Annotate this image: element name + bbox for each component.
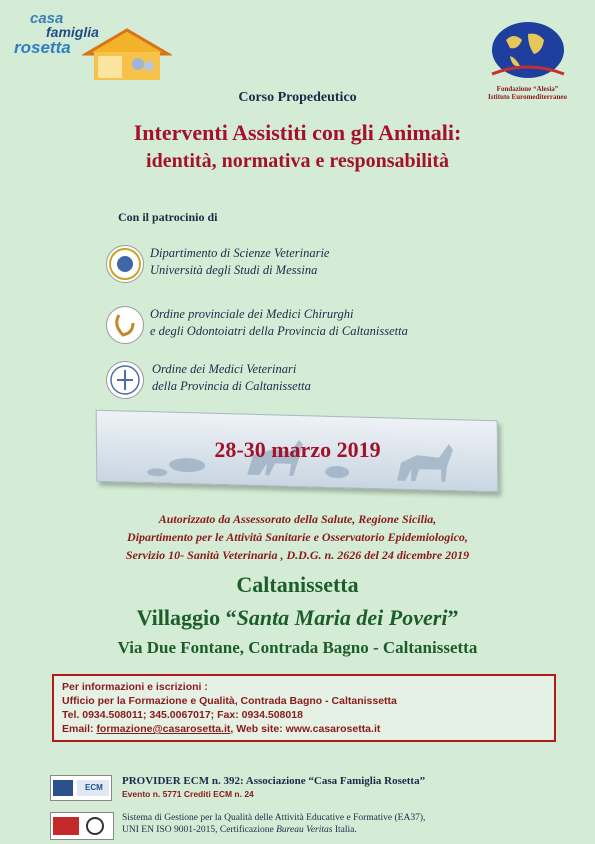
institution-line: Ordine dei Medici Veterinari (152, 362, 297, 376)
quality-line-1: Sistema di Gestione per la Qualità delle Attività Educative e Formative (EA37), (122, 813, 426, 823)
institution-medici-chirurghi (106, 306, 526, 350)
house-icon (82, 28, 172, 80)
venue-suffix: ” (447, 605, 459, 630)
info-contacts (62, 722, 546, 736)
info-box (52, 674, 556, 742)
institution-line: Dipartimento di Scienze Veterinarie (150, 246, 330, 260)
authorization-line: Servizio 10- Sanità Veterinaria , D.D.G. n. 2626 del 24 dicembre 2019 (125, 548, 470, 562)
email-label: Email: (62, 723, 97, 735)
patronage-heading: Con il patrocinio di (118, 210, 218, 224)
logo-caption-2: Istituto Euromediterraneo (488, 93, 567, 101)
logo-word-casa: casa (30, 10, 64, 27)
title-line-1: Interventi Assistiti con gli Animali: (133, 120, 462, 145)
logo-word-rosetta: rosetta (14, 38, 71, 57)
institution-line: della Provincia di Caltanissetta (152, 379, 311, 393)
web-label: , Web site: (230, 723, 286, 735)
venue-name (0, 605, 595, 631)
medical-order-seal-icon (106, 306, 144, 344)
course-type: Corso Propedeutico (238, 90, 357, 105)
bureau-veritas-logo (50, 812, 114, 840)
event-date: 28-30 marzo 2019 (214, 437, 381, 462)
institution-medici-veterinari (106, 361, 526, 405)
email-link[interactable]: formazione@casarosetta.it (96, 723, 231, 735)
event-credits: Evento n. 5771 Crediti ECM n. 24 (122, 789, 254, 799)
authorization-line: Dipartimento per le Attività Sanitarie e Osservatorio Epidemiologico, (127, 530, 468, 544)
venue-prefix: Villaggio “ (136, 605, 237, 630)
institution-line: e degli Odontoiatri della Provincia di Caltanissetta (150, 324, 408, 338)
logo-caption-1: Fondazione “Alesia” (496, 85, 559, 93)
info-office: Ufficio per la Formazione e Qualità, Contrada Bagno - Caltanissetta (62, 695, 397, 707)
authorization-text (0, 510, 595, 564)
ecm-logo-text: ECM (85, 783, 103, 792)
veterinary-order-seal-icon (106, 361, 144, 399)
provider-line: PROVIDER ECM n. 392: Associazione “Casa Famiglia Rosetta” (122, 775, 426, 787)
venue-name-italic: Santa Maria dei Poveri (236, 605, 448, 630)
title-line-2: identità, normativa e responsabilità (146, 150, 449, 172)
authorization-line: Autorizzato da Assessorato della Salute, Regione Sicilia, (158, 512, 437, 526)
university-seal-icon (106, 245, 144, 283)
institution-line: Università degli Studi di Messina (150, 263, 318, 277)
info-phone: Tel. 0934.508011; 345.0067017; Fax: 0934.508018 (62, 709, 303, 721)
globe-icon (488, 20, 568, 80)
logo-word-famiglia: famiglia (46, 24, 99, 40)
ecm-logo (50, 775, 112, 801)
institution-line: Ordine provinciale dei Medici Chirurghi (150, 307, 354, 321)
info-heading: Per informazioni e iscrizioni : (62, 681, 208, 693)
venue-address: Via Due Fontane, Contrada Bagno - Caltanissetta (117, 638, 478, 657)
certifier-name: Bureau Veritas (276, 825, 333, 835)
city-name: Caltanissetta (236, 572, 359, 597)
website-link[interactable]: www.casarosetta.it (285, 723, 381, 735)
quality-line-2 (122, 824, 425, 836)
casa-famiglia-rosetta-logo (12, 8, 162, 78)
quality-line-2c: Italia. (332, 825, 357, 835)
institution-messina (106, 245, 526, 289)
quality-line-2a: UNI EN ISO 9001-2015, Certificazione (122, 825, 277, 835)
